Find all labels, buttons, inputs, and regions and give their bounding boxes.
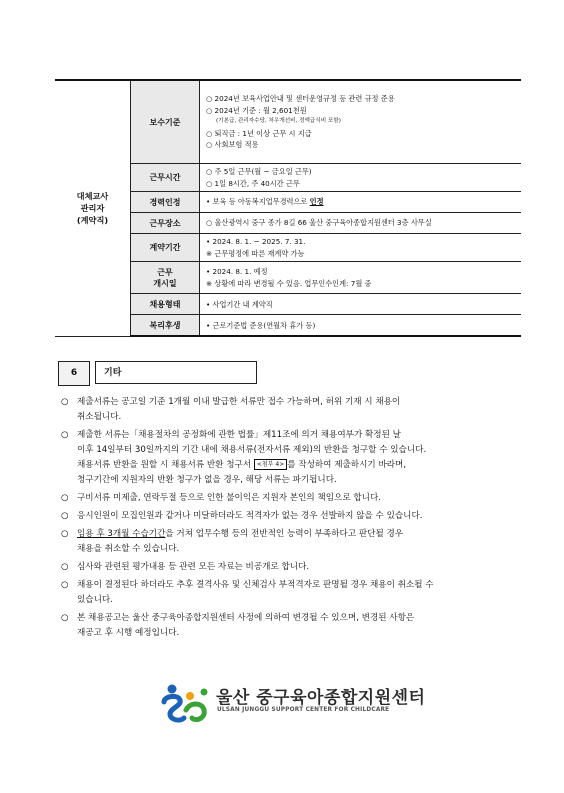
note-text: 채용서류 반환을 원할 시 채용서류 반환 청구서 xyxy=(77,460,254,470)
row-label-period: 계약기간 xyxy=(131,234,200,262)
table-row xyxy=(55,80,521,164)
row-label-type: 채용형태 xyxy=(131,294,200,315)
start-label-line: 개시일 xyxy=(153,278,177,288)
row-value-place xyxy=(200,213,522,234)
place-line: ○ 울산광역시 중구 종가 8길 66 울산 중구육아종합지원센터 3층 사무실 xyxy=(206,218,432,228)
note-text: 있습니다. xyxy=(77,595,113,605)
circle-bullet-icon: ○ xyxy=(61,430,69,440)
group-label-line: 관리자 xyxy=(80,203,105,214)
type-line: • 사업기간 내 계약직 xyxy=(206,299,273,309)
start-line: • 2024. 8. 1. 예정 xyxy=(206,267,268,277)
center-name-english: ULSAN JUNGGU SUPPORT CENTER FOR CHILDCARE xyxy=(217,707,390,713)
center-logo xyxy=(160,680,426,726)
row-value-hours xyxy=(200,164,522,192)
circle-bullet-icon: ○ xyxy=(61,493,69,503)
note-text: 제출한 서류는「채용절차의 공정화에 관한 법률」제11조에 의거 채용여부가 확정된 날 xyxy=(77,430,401,440)
list-item xyxy=(61,509,531,524)
row-label-place: 근무장소 xyxy=(131,213,200,234)
period-line: ※ 근무평정에 따른 재계약 가능 xyxy=(206,248,305,258)
list-item xyxy=(61,560,531,575)
note-text: 심사와 관련된 평가내용 등 관련 모든 자료는 비공개로 합니다. xyxy=(77,562,310,572)
career-text: • 보육 등 아동복지업무경력으로 xyxy=(206,197,310,207)
list-item xyxy=(61,491,531,506)
row-label-hours: 근무시간 xyxy=(131,164,200,192)
note-text: 이후 14일부터 30일까지의 기간 내에 채용서류(전자서류 제외)의 반환을 청구할 수 있습니다. xyxy=(77,445,427,455)
row-label-career: 경력인정 xyxy=(131,192,200,213)
welfare-line: • 근로기준법 준용(연월차 휴가 등) xyxy=(206,320,316,330)
circle-bullet-icon: ○ xyxy=(61,613,69,623)
row-label-pay: 보수기준 xyxy=(131,80,200,164)
list-item xyxy=(61,428,531,488)
hours-line: ○ 주 5일 근무(월 ~ 금요일 근무) xyxy=(206,167,312,176)
period-line: • 2024. 8. 1. ~ 2025. 7. 31. xyxy=(206,237,306,247)
attachment-tag: <첨부 4> xyxy=(254,459,287,470)
pay-line: ○ 2024년 보육사업안내 및 센터운영규정 등 관련 규정 준용 xyxy=(206,94,395,104)
list-item xyxy=(61,395,531,425)
row-value-period xyxy=(200,234,522,262)
row-value-type xyxy=(200,294,522,315)
list-item xyxy=(61,578,531,608)
row-label-start xyxy=(131,262,200,294)
list-item xyxy=(61,611,531,641)
note-text: 채용을 취소할 수 있습니다. xyxy=(77,544,180,554)
group-label-line: 대체교사 xyxy=(76,191,109,202)
start-label-line: 근무 xyxy=(157,267,173,277)
row-label-welfare: 복리후생 xyxy=(131,315,200,337)
start-line: ※ 상황에 따라 변경될 수 있음. 업무인수인계: 7월 중 xyxy=(206,278,372,288)
probation-emphasis: 임용 후 3개월 수습기간 xyxy=(77,529,166,539)
center-logo-mark-icon xyxy=(160,680,212,726)
row-value-start xyxy=(200,262,522,294)
note-text: 채용이 결정된다 하더라도 추후 결격사유 및 신체검사 부적격자로 판명될 경우 채용이 취소될 수 xyxy=(77,580,434,590)
career-emphasis: 인정 xyxy=(309,197,324,207)
note-text: 청구기간에 지원자의 반환 청구가 없을 경우, 해당 서류는 파기됩니다. xyxy=(77,475,337,485)
circle-bullet-icon: ○ xyxy=(61,397,69,407)
note-text-line xyxy=(77,527,531,542)
group-label-line: (계약직) xyxy=(76,215,109,226)
note-text: 본 채용공고는 울산 중구육아종합지원센터 사정에 의하여 변경될 수 있으며, 변경된 사항은 xyxy=(77,613,415,623)
note-text-line xyxy=(77,458,531,473)
notes-list xyxy=(61,395,531,644)
note-text: 재공고 후 시행 예정입니다. xyxy=(77,628,180,638)
row-value-welfare xyxy=(200,315,522,337)
list-item xyxy=(61,527,531,557)
position-group-cell xyxy=(55,80,131,336)
pay-line: ○ 2024년 기준 : 월 2,601천원 xyxy=(206,105,307,115)
circle-bullet-icon: ○ xyxy=(61,511,69,521)
note-text: 구비서류 미제출, 연락두절 등으로 인한 불이익은 지원자 본인의 책임으로 합니다. xyxy=(77,493,382,503)
recruitment-terms-table xyxy=(55,79,521,337)
section-title: 기타 xyxy=(95,361,257,384)
note-text: 취소됩니다. xyxy=(77,412,122,422)
note-text: 를 작성하여 제출하시기 바라며, xyxy=(287,460,407,470)
center-name-korean: 울산 중구육아종합지원센터 xyxy=(216,688,426,708)
section-number: 6 xyxy=(58,361,90,386)
pay-note: (기본급, 관리자수당, 처우개선비, 정액급식비 포함) xyxy=(216,118,341,125)
note-text: 제출서류는 공고일 기준 1개월 이내 발급한 서류만 접수 가능하며, 허위 기재 시 채용이 xyxy=(77,397,401,407)
pay-line: ○ 퇴직금 : 1년 이상 근무 시 지급 xyxy=(206,128,312,138)
circle-bullet-icon: ○ xyxy=(61,580,69,590)
note-text: 을 거쳐 업무수행 등의 전반적인 능력이 부족하다고 판단될 경우 xyxy=(165,529,404,539)
hours-line: ○ 1일 8시간, 주 40시간 근무 xyxy=(206,178,300,188)
circle-bullet-icon: ○ xyxy=(61,562,69,572)
circle-bullet-icon: ○ xyxy=(61,529,69,539)
row-value-pay xyxy=(200,80,522,164)
row-value-career xyxy=(200,192,522,213)
note-text: 응시인원이 모집인원과 같거나 미달하더라도 적격자가 없는 경우 선발하지 않을 수 있습니다. xyxy=(77,511,423,521)
pay-line: ○ 사회보험 적용 xyxy=(206,140,259,150)
